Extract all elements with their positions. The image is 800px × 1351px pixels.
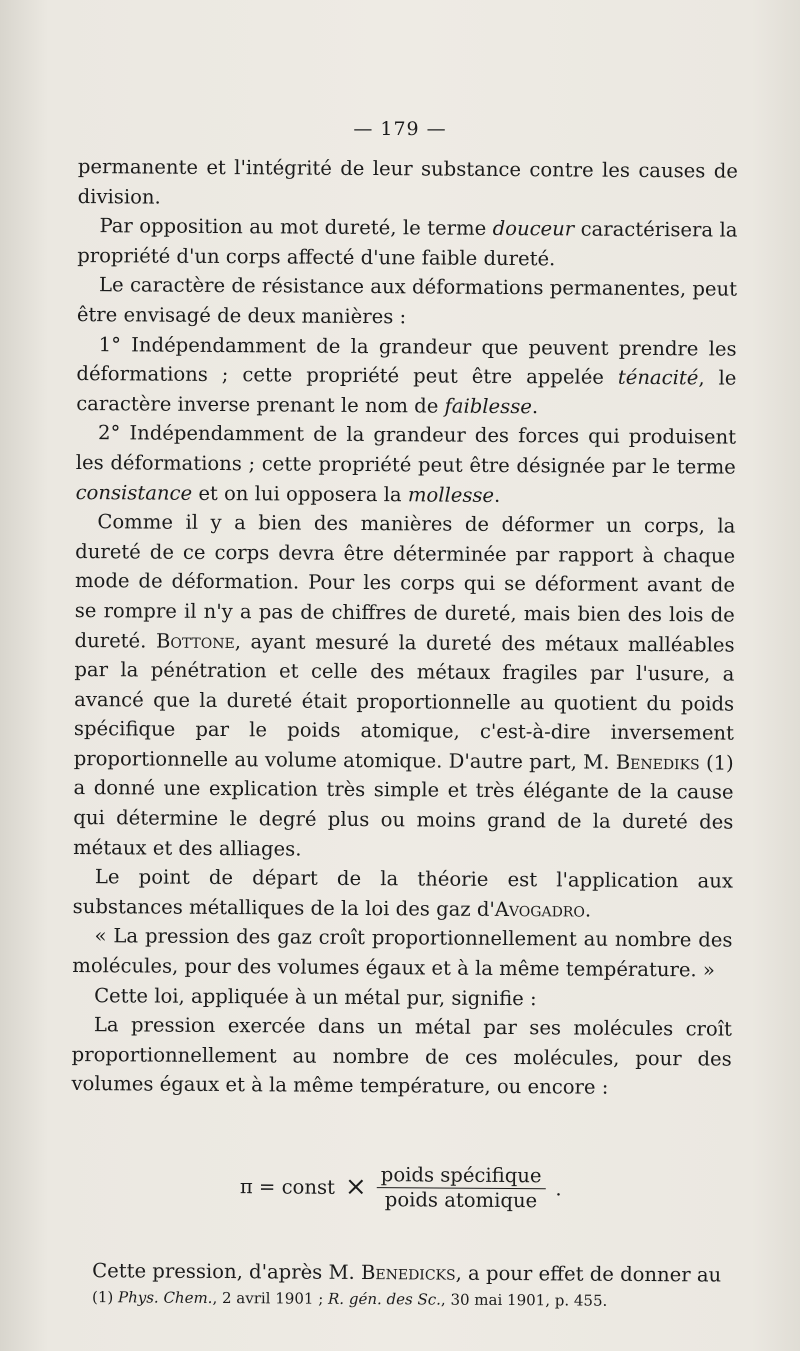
- paragraph-list: [71, 152, 738, 1104]
- paragraph: [78, 152, 738, 216]
- formula-end: .: [555, 1177, 562, 1201]
- text-run: .: [584, 898, 592, 922]
- text-run: .: [531, 394, 539, 418]
- text-run: , a pour effet de donner au: [455, 1261, 722, 1287]
- italic-term: douceur: [492, 217, 575, 241]
- paragraph: [72, 981, 732, 1015]
- author-name: Benediks: [615, 750, 700, 775]
- author-name: Bottone: [155, 629, 235, 653]
- text-run: Cette loi, appliquée à un métal pur, signifie :: [94, 983, 537, 1010]
- text-run: 1° Indépendamment de la grandeur que peuvent prendre les déformations ; cette propriété peut être appelée: [76, 332, 737, 389]
- text-run: et on lui opposera la: [192, 481, 408, 506]
- italic-term: R. gén. des Sc.: [327, 1289, 442, 1309]
- paragraph: [77, 211, 737, 275]
- text-run: .: [494, 483, 501, 507]
- text-run: Le point de départ de la théorie est l'application aux substances métalliques de la loi des gaz d': [72, 865, 734, 921]
- text-run: (1): [91, 1287, 119, 1306]
- text-run: La pression exercée dans un métal par ses molécules croît proportionnellement au nombre de ces molécules, pour des volumes égaux et à la même température, ou encore :: [71, 1013, 732, 1100]
- formula-numerator: poids spécifique: [377, 1163, 546, 1189]
- paragraph: [76, 330, 737, 423]
- text-run: , 30 mai 1901, p. 455.: [440, 1290, 608, 1310]
- formula-times: ×: [344, 1171, 367, 1202]
- paragraph: [72, 921, 732, 985]
- paragraph: [76, 418, 737, 511]
- author-name: Avogadro: [494, 897, 585, 922]
- italic-term: ténacité: [617, 365, 699, 390]
- text-run: Le caractère de résistance aux déformations permanentes, peut être envisagé de deux manières :: [76, 273, 738, 329]
- paragraph: [73, 862, 733, 926]
- italic-term: Phys. Chem.: [117, 1287, 213, 1307]
- paragraph-after-formula: [70, 1256, 730, 1290]
- italic-term: consistance: [75, 480, 193, 505]
- italic-term: mollesse: [407, 482, 495, 507]
- text-run: Par opposition au mot dureté, le terme: [99, 214, 493, 241]
- formula: [71, 1161, 731, 1215]
- page-number: — 179 —: [353, 118, 447, 140]
- text-run: , ayant mesuré la dureté des métaux malléables par la pénétration et celle des métaux fragiles par l'usure, a avancé que la dureté était proportionnelle au quotient du poids spécifique par le poids atomique, c'est-à-dire inversement proportionnelle au volume atomique. D'autre part, M.: [73, 629, 735, 774]
- formula-denominator: poids atomique: [384, 1188, 538, 1213]
- text-run: , 2 avril 1901 ;: [212, 1288, 329, 1308]
- paragraph: [73, 507, 735, 867]
- text-run: caractérisera la propriété d'un corps affecté d'une faible dureté.: [77, 217, 738, 271]
- text-run: « La pression des gaz croît proportionnellement au nombre des molécules, pour des volumes égaux et à la même température. »: [72, 924, 733, 982]
- paragraph: [77, 270, 737, 334]
- body-text: [70, 152, 738, 1312]
- footnote: [70, 1286, 730, 1313]
- text-run: Comme il y a bien des manières de déformer un corps, la dureté de ce corps devra être déterminée par rapport à chaque mode de déformation. Pour les corps qui se déforment avant de se rompre il n'y a pas de chiffres de dureté, mais bien des lois de dureté.: [74, 510, 736, 653]
- formula-lhs: π = const: [239, 1174, 336, 1199]
- text-run: 2° Indépendamment de la grandeur des forces qui produisent les déformations ; cette propriété peut être désignée par le terme: [75, 421, 737, 479]
- paragraph: [71, 1010, 732, 1103]
- formula-fraction: [377, 1163, 546, 1213]
- text-run: Cette pression, d'après M.: [92, 1259, 362, 1285]
- italic-term: faiblesse: [444, 394, 532, 418]
- author-name: Benedicks: [360, 1261, 456, 1285]
- text-run: permanente et l'intégrité de leur substance contre les causes de division.: [77, 154, 738, 209]
- text-run: , le caractère inverse prenant le nom de: [76, 366, 737, 418]
- text-run: (1) a donné une explication très simple et très élégante de la cause qui détermine le degré plus ou moins grand de la dureté des métaux et des alliages.: [73, 751, 734, 861]
